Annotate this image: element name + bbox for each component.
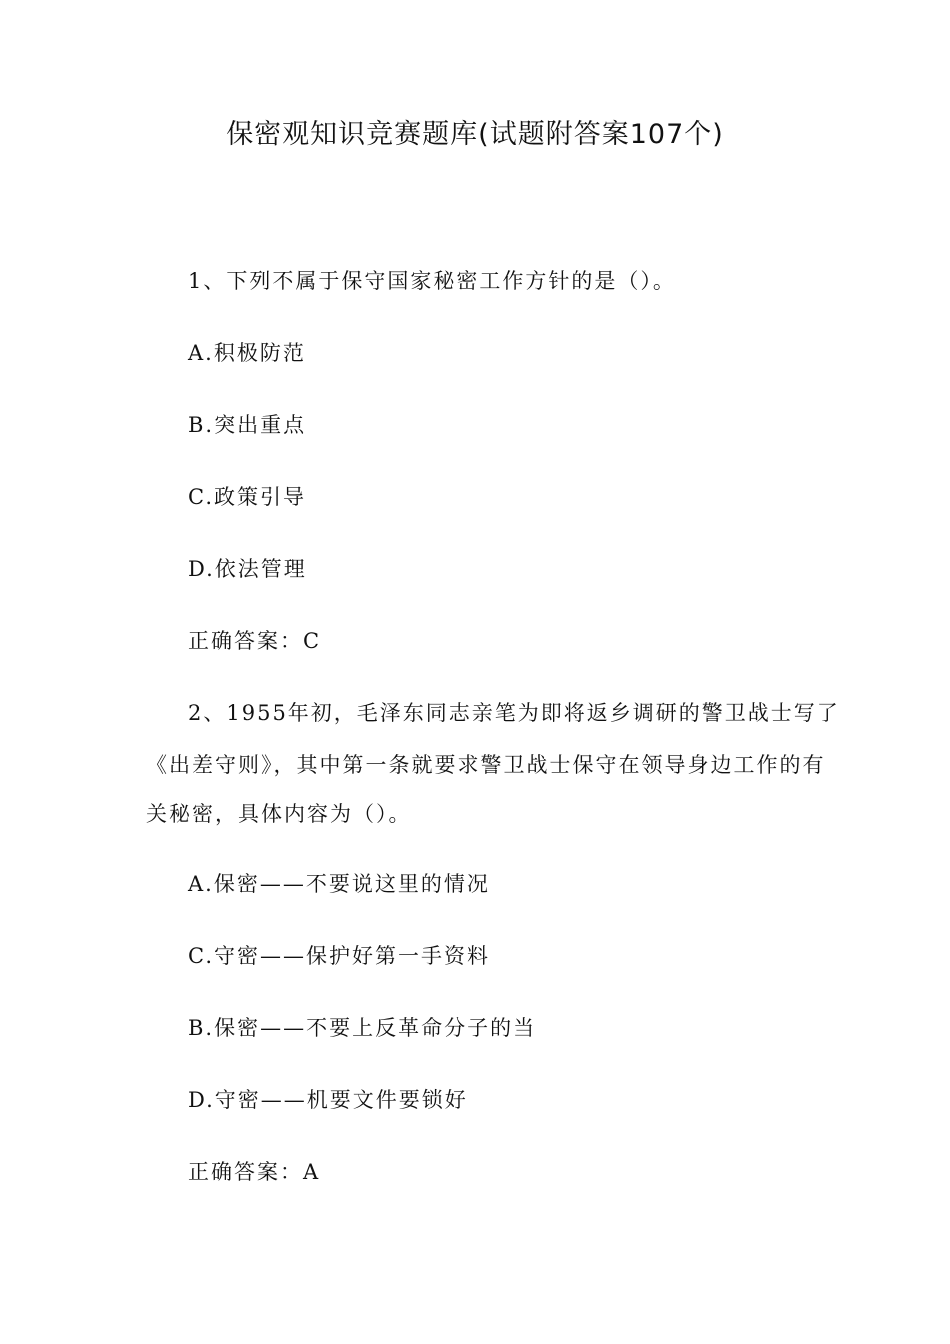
question-1-option-d: D.依法管理 xyxy=(188,557,307,581)
question-2-option-4: D.守密——机要文件要锁好 xyxy=(188,1088,468,1112)
question-1-option-a: A.积极防范 xyxy=(188,341,306,365)
question-2-option-2: C.守密——保护好第一手资料 xyxy=(188,944,490,968)
question-1-answer: 正确答案：C xyxy=(188,629,322,653)
question-2-stem-line-1: 2、1955年初，毛泽东同志亲笔为即将返乡调研的警卫战士写了 xyxy=(188,701,840,725)
document-title: 保密观知识竞赛题库(试题附答案107个) xyxy=(226,119,724,150)
question-2-option-1: A.保密——不要说这里的情况 xyxy=(188,872,490,896)
question-1-option-c: C.政策引导 xyxy=(188,485,306,509)
question-2-stem-line-2: 《出差守则》，其中第一条就要求警卫战士保守在领导身边工作的有 xyxy=(146,753,826,777)
question-1-option-b: B.突出重点 xyxy=(188,413,307,437)
question-2-option-3: B.保密——不要上反革命分子的当 xyxy=(188,1016,537,1040)
question-2-stem-line-3: 关秘密，具体内容为（）。 xyxy=(146,802,412,826)
question-2-answer: 正确答案：A xyxy=(188,1160,321,1184)
question-1-stem: 1、下列不属于保守国家秘密工作方针的是（）。 xyxy=(188,269,676,293)
